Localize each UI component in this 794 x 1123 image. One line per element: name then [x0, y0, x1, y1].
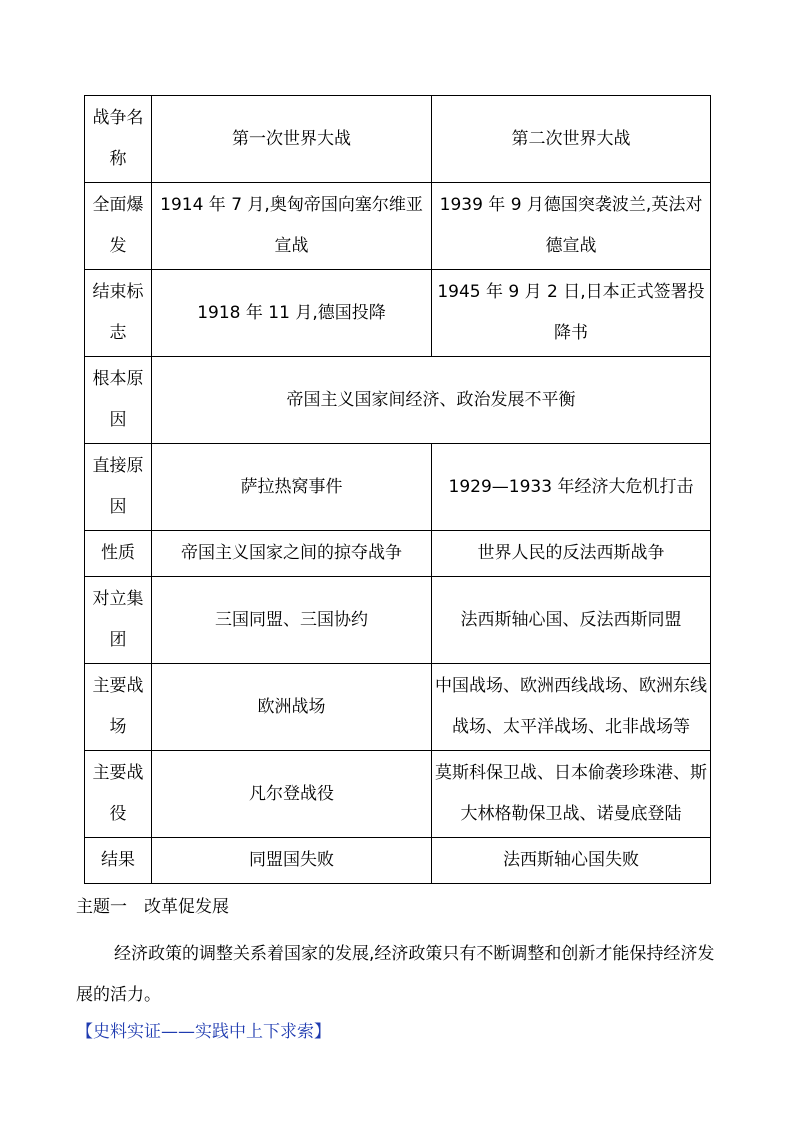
table-row	[85, 577, 711, 664]
row-label: 根本原因	[85, 357, 152, 444]
row-label: 结果	[85, 838, 152, 884]
table-row	[85, 270, 711, 357]
ww2-cell: 1929—1933 年经济大危机打击	[432, 444, 711, 531]
ww2-cell: 中国战场、欧洲西线战场、欧洲东线战场、太平洋战场、北非战场等	[432, 664, 711, 751]
ww1-cell: 欧洲战场	[152, 664, 432, 751]
row-label: 结束标志	[85, 270, 152, 357]
ww1-cell: 萨拉热窝事件	[152, 444, 432, 531]
row-label: 直接原因	[85, 444, 152, 531]
header-cell-ww1: 第一次世界大战	[152, 96, 432, 183]
evidence-heading: 【史料实证——实践中上下求索】	[76, 1022, 331, 1042]
table-row	[85, 444, 711, 531]
row-label: 对立集团	[85, 577, 152, 664]
row-label: 主要战役	[85, 751, 152, 838]
section-title: 主题一 改革促发展	[76, 897, 229, 917]
row-label: 全面爆发	[85, 183, 152, 270]
header-cell-war-name: 战争名称	[85, 96, 152, 183]
ww1-cell: 三国同盟、三国协约	[152, 577, 432, 664]
table-header-row	[85, 96, 711, 183]
body-paragraph: 经济政策的调整关系着国家的发展,经济政策只有不断调整和创新才能保持经济发展的活力。	[76, 944, 715, 1005]
ww1-cell: 1914 年 7 月,奥匈帝国向塞尔维亚宣战	[152, 183, 432, 270]
table-row	[85, 531, 711, 577]
row-label: 主要战场	[85, 664, 152, 751]
table-row	[85, 664, 711, 751]
row-label: 性质	[85, 531, 152, 577]
ww2-cell: 法西斯轴心国失败	[432, 838, 711, 884]
ww2-cell: 世界人民的反法西斯战争	[432, 531, 711, 577]
ww2-cell: 莫斯科保卫战、日本偷袭珍珠港、斯大林格勒保卫战、诺曼底登陆	[432, 751, 711, 838]
ww1-cell: 1918 年 11 月,德国投降	[152, 270, 432, 357]
ww2-cell: 法西斯轴心国、反法西斯同盟	[432, 577, 711, 664]
ww2-cell: 1939 年 9 月德国突袭波兰,英法对德宣战	[432, 183, 711, 270]
table-row	[85, 751, 711, 838]
ww1-cell: 帝国主义国家之间的掠夺战争	[152, 531, 432, 577]
ww2-cell: 1945 年 9 月 2 日,日本正式签署投降书	[432, 270, 711, 357]
merged-cell: 帝国主义国家间经济、政治发展不平衡	[152, 357, 711, 444]
war-comparison-table	[84, 95, 711, 884]
table-row	[85, 838, 711, 884]
table-row	[85, 357, 711, 444]
ww1-cell: 凡尔登战役	[152, 751, 432, 838]
header-cell-ww2: 第二次世界大战	[432, 96, 711, 183]
table-row	[85, 183, 711, 270]
ww1-cell: 同盟国失败	[152, 838, 432, 884]
